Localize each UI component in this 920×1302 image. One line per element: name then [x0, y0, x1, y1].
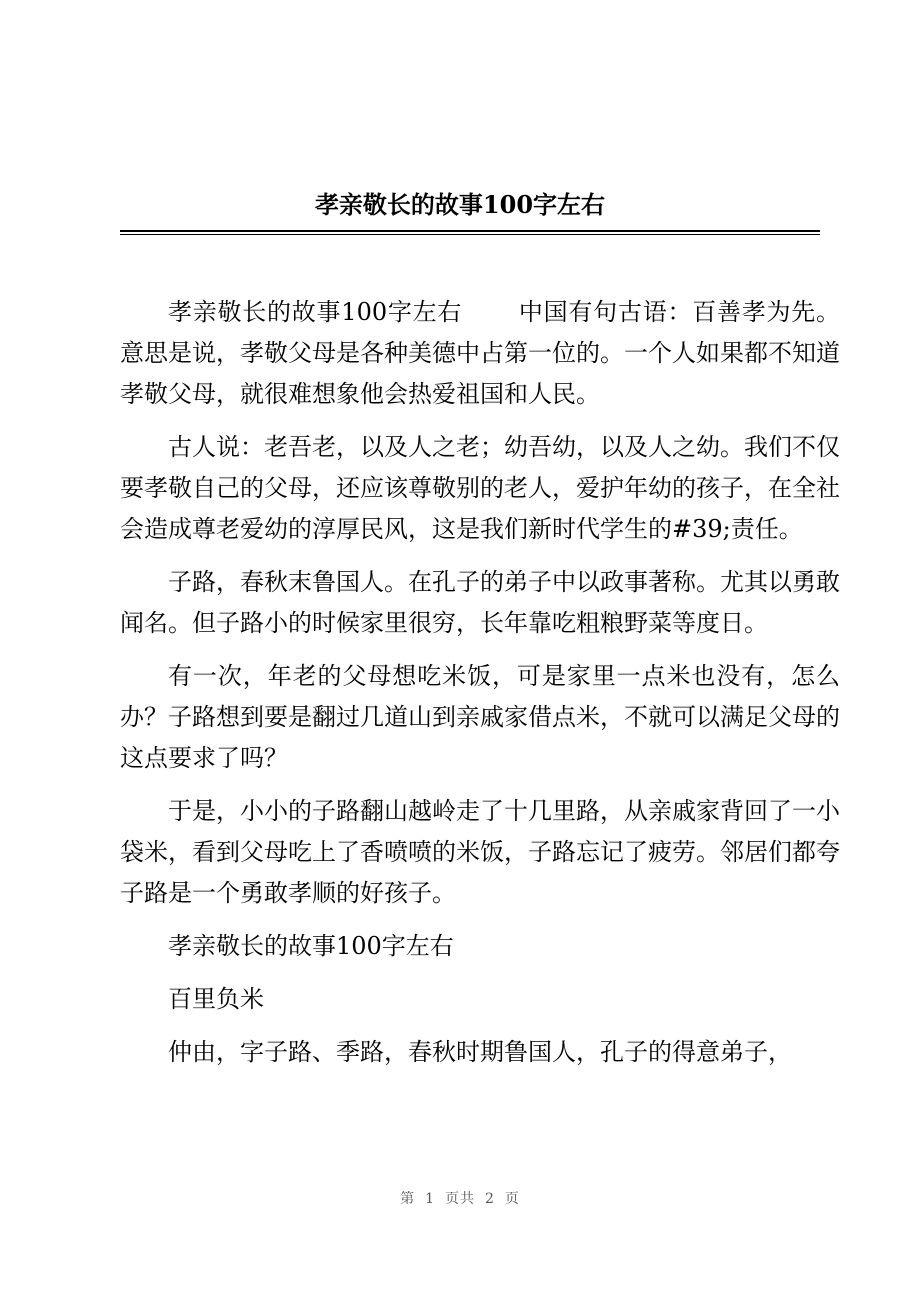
- paragraph-lead: 孝亲敬长的故事100字左右: [168, 298, 463, 326]
- title-underline-thin: [120, 234, 820, 235]
- document-title: 孝亲敬长的故事100字左右: [314, 190, 606, 219]
- page-footer: [0, 1188, 920, 1208]
- footer-total-pages: 2: [485, 1191, 495, 1207]
- title-underline: [120, 230, 820, 232]
- footer-suffix: 页: [504, 1191, 520, 1207]
- footer-prefix: 第: [400, 1191, 416, 1207]
- paragraph-8: 仲由，字子路、季路，春秋时期鲁国人，孔子的得意弟子，: [168, 1038, 792, 1066]
- document-body: [120, 292, 840, 1085]
- footer-mid: 页共: [445, 1191, 475, 1207]
- paragraph-7: 百里负米: [168, 985, 264, 1013]
- paragraph-1: [120, 292, 840, 415]
- paragraph-text: 中国有句古语：百善孝为先。意思是说，孝敬父母是各种美德中占第一位的。一个人如果都不知道孝敬父母，就很难想象他会热爱祖国和人民。: [120, 298, 841, 408]
- paragraph-5: 于是，小小的子路翻山越岭走了十几里路，从亲戚家背回了一小袋米，看到父母吃上了香喷喷的米饭，子路忘记了疲劳。邻居们都夸子路是一个勇敢孝顺的好孩子。: [120, 797, 840, 907]
- footer-page-number: 1: [425, 1191, 435, 1207]
- paragraph-4: 有一次，年老的父母想吃米饭，可是家里一点米也没有，怎么办？子路想到要是翻过几道山到亲戚家借点米，不就可以满足父母的这点要求了吗？: [120, 662, 840, 772]
- paragraph-2: 古人说：老吾老，以及人之老；幼吾幼，以及人之幼。我们不仅要孝敬自己的父母，还应该尊敬别的老人，爱护年幼的孩子，在全社会造成尊老爱幼的淳厚民风，这是我们新时代学生的#39;责任。: [120, 433, 840, 543]
- paragraph-6: 孝亲敬长的故事100字左右: [168, 932, 454, 960]
- paragraph-3: 子路，春秋末鲁国人。在孔子的弟子中以政事著称。尤其以勇敢闻名。但子路小的时候家里很穷，长年靠吃粗粮野菜等度日。: [120, 568, 840, 637]
